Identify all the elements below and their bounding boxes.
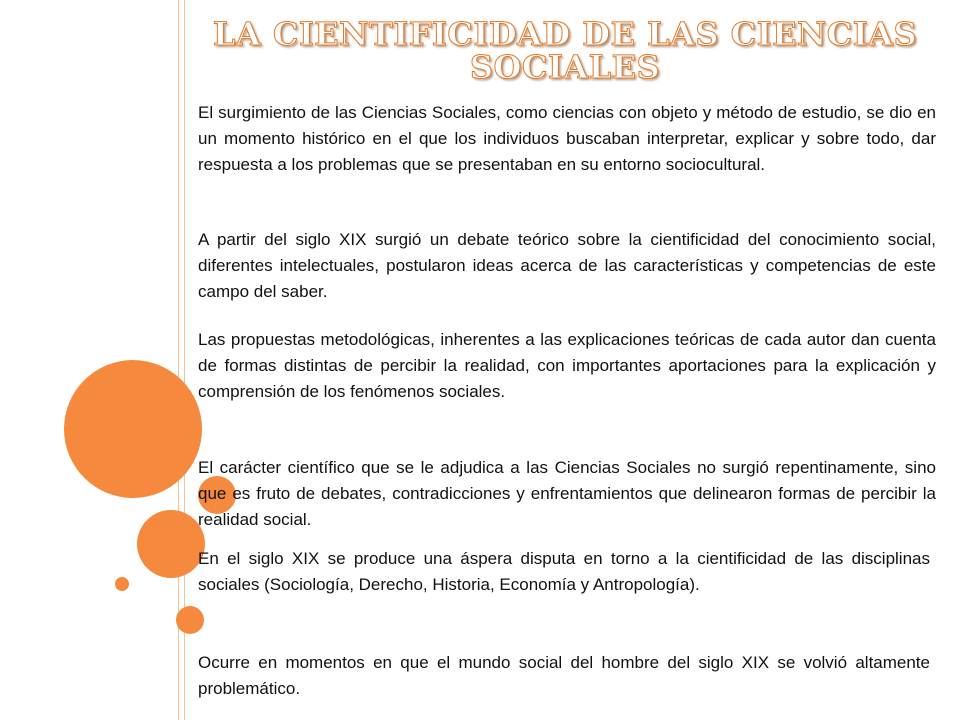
paragraph-2: A partir del siglo XIX surgió un debate teórico sobre la cientificidad del conocimiento social, diferentes intelectuales, postularon ideas acerca de las características y competencias de este campo del saber. — [198, 230, 936, 301]
paragraph-3: Las propuestas metodológicas, inherentes a las explicaciones teóricas de cada autor dan cuenta de formas distintas de percibir la realidad, con importantes aportaciones para la explicación y comprensión de los fenómenos sociales. — [198, 330, 936, 401]
paragraph-1: El surgimiento de las Ciencias Sociales, como ciencias con objeto y método de estudio, se dio en un momento histórico en el que los individuos buscaban interpretar, explicar y sobre todo, dar respuesta a los problemas que se presentaban en su entorno sociocultural. — [198, 103, 936, 174]
decorative-circle-small — [176, 606, 204, 634]
decorative-circle-large — [64, 360, 202, 498]
paragraph-4: El carácter científico que se le adjudica a las Ciencias Sociales no surgió repentinamente, sino que es fruto de debates, contradicciones y enfrentamientos que delinearon formas de percibir la realidad social. — [198, 458, 936, 529]
decorative-circle-tiny — [115, 577, 129, 591]
paragraph-6: Ocurre en momentos en que el mundo social del hombre del siglo XIX se volvió altamente problemático. — [198, 653, 930, 698]
left-decoration-band — [0, 0, 183, 720]
paragraph-5: En el siglo XIX se produce una áspera disputa en torno a la cientificidad de las disciplinas sociales (Sociología, Derecho, Historia, Economía y Antropología). — [198, 549, 930, 594]
slide-title: LA CIENTIFICIDAD DE LAS CIENCIAS SOCIALES — [212, 15, 918, 86]
decorative-circle-medium — [137, 510, 205, 578]
